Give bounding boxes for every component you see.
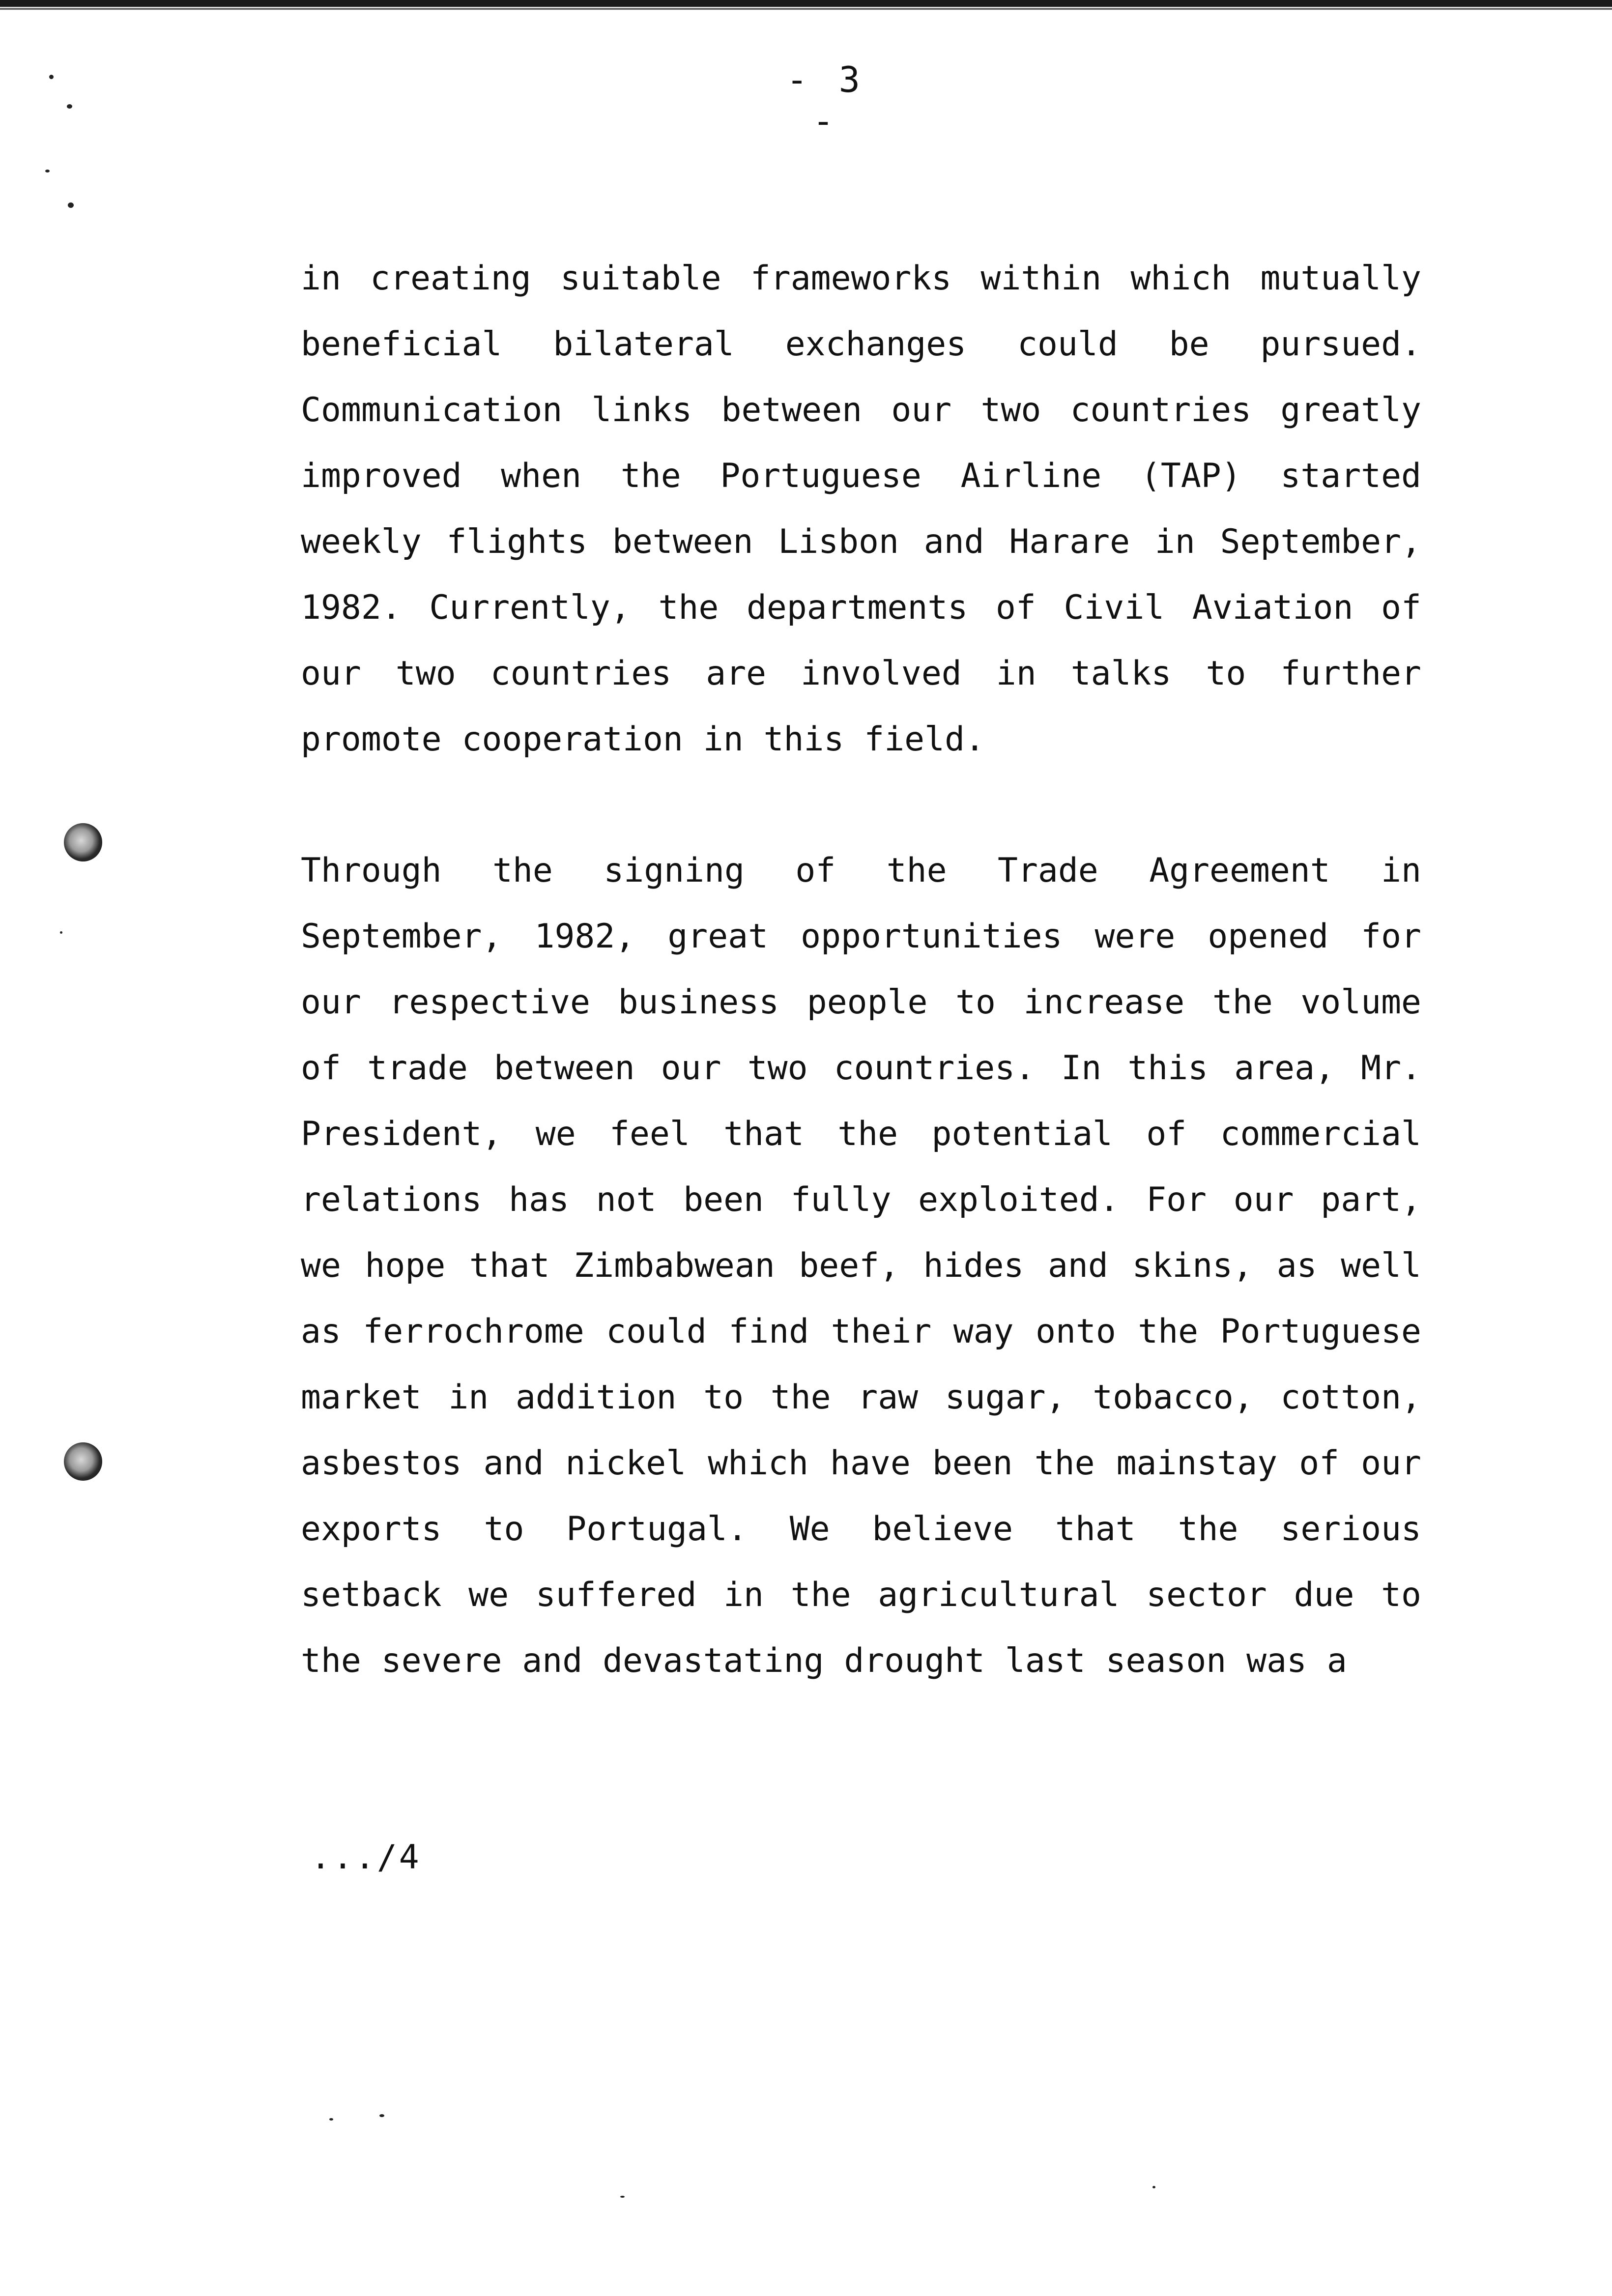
- scan-speck: [329, 2118, 333, 2121]
- scan-speck: [45, 170, 50, 172]
- scan-speck: [379, 2114, 384, 2117]
- scan-speck: [60, 931, 62, 934]
- punch-hole: [64, 823, 102, 861]
- continuation-marker: .../4: [311, 1838, 421, 1877]
- scan-speck: [67, 104, 72, 109]
- punch-hole: [64, 1442, 102, 1481]
- scan-speck: [49, 75, 54, 79]
- top-border-rule: [0, 0, 1612, 7]
- scan-speck: [620, 2196, 625, 2198]
- scan-speck: [68, 202, 74, 208]
- body-paragraph-2: Through the signing of the Trade Agreement in September, 1982, great opportunities were opened for our respective business people to increase the volume of trade between our two countries. In this area, Mr. President, we feel that the potential of commercial relations has not been fully exploited. For our part, we hope that Zimbabwean beef, hides and skins, as well as ferrochrome could find their way onto the Portuguese market in addition to the raw sugar, tobacco, cotton, asbestos and nickel which have been the mainstay of our exports to Portugal. We believe that the serious setback we suffered in the agricultural sector due to the severe and devastating drought last season was a: [301, 851, 1421, 1680]
- body-paragraph-1: in creating suitable frameworks within which mutually beneficial bilateral exchanges could be pursued. Communication links between our two countries greatly improved when the Portuguese Airline (TAP) started weekly flights between Lisbon and Harare in September, 1982. Currently, the departments of Civil Aviation of our two countries are involved in talks to further promote cooperation in this field.: [301, 259, 1421, 759]
- page-number: - 3 -: [786, 59, 865, 142]
- scan-speck: [1152, 2186, 1155, 2188]
- top-border-rule-thin: [0, 8, 1612, 10]
